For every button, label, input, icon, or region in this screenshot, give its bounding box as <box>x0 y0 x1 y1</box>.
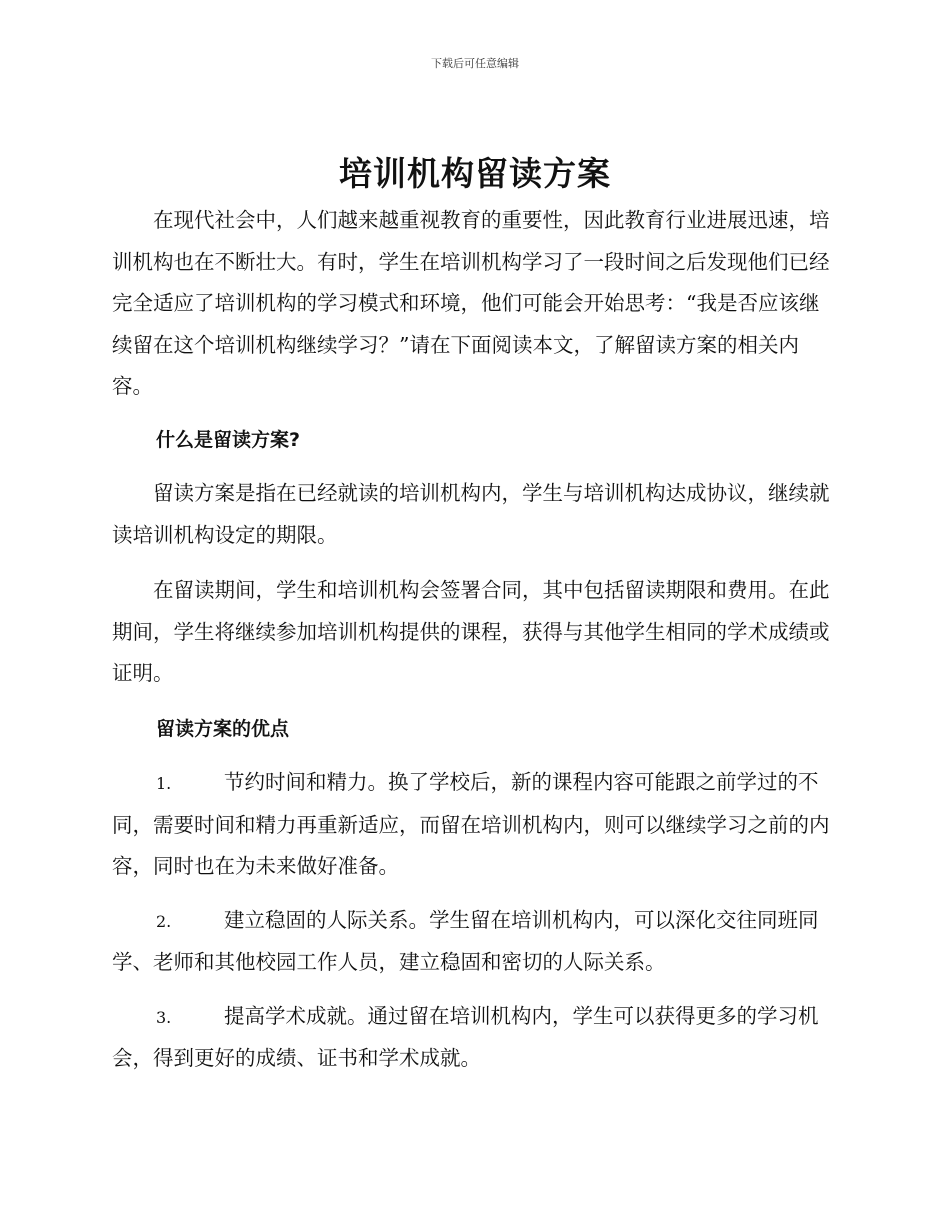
document-body <box>112 200 832 1092</box>
list-item-number: 3. <box>156 1007 172 1027</box>
list-item <box>112 762 832 888</box>
list-item-number: 2. <box>156 911 172 931</box>
intro-paragraph: 在现代社会中，人们越来越重视教育的重要性，因此教育行业进展迅速，培训机构也在不断壮大。有时，学生在培训机构学习了一段时间之后发现他们已经完全适应了培训机构的学习模式和环境，他们可能会开始思考：“我是否应该继续留在这个培训机构继续学习？”请在下面阅读本文，了解留读方案的相关内容。 <box>112 208 830 398</box>
paragraph-definition: 留读方案是指在已经就读的培训机构内，学生与培训机构达成协议，继续就读培训机构设定的期限。 <box>112 481 830 547</box>
list-item <box>112 996 832 1080</box>
section-heading-advantages: 留读方案的优点 <box>156 717 290 740</box>
list-item-text: 节约时间和精力。换了学校后，新的课程内容可能跟之前学过的不同，需要时间和精力再重新适应，而留在培训机构内，则可以继续学习之前的内容，同时也在为未来做好准备。 <box>112 770 830 878</box>
list-item-text: 提高学术成就。通过留在培训机构内，学生可以获得更多的学习机会，得到更好的成绩、证书和学术成就。 <box>112 1003 819 1070</box>
document-title: 培训机构留读方案 <box>339 154 611 193</box>
section-heading-what-is: 什么是留读方案? <box>156 428 301 451</box>
page-header: 下载后可任意编辑 <box>431 57 519 70</box>
list-item-text: 建立稳固的人际关系。学生留在培训机构内，可以深化交往同班同学、老师和其他校园工作人员，建立稳固和密切的人际关系。 <box>112 907 819 974</box>
list-item-number: 1. <box>156 774 172 793</box>
paragraph-contract: 在留读期间，学生和培训机构会签署合同，其中包括留读期限和费用。在此期间，学生将继续参加培训机构提供的课程，获得与其他学生相同的学术成绩或证明。 <box>112 578 830 685</box>
list-item <box>112 900 832 984</box>
